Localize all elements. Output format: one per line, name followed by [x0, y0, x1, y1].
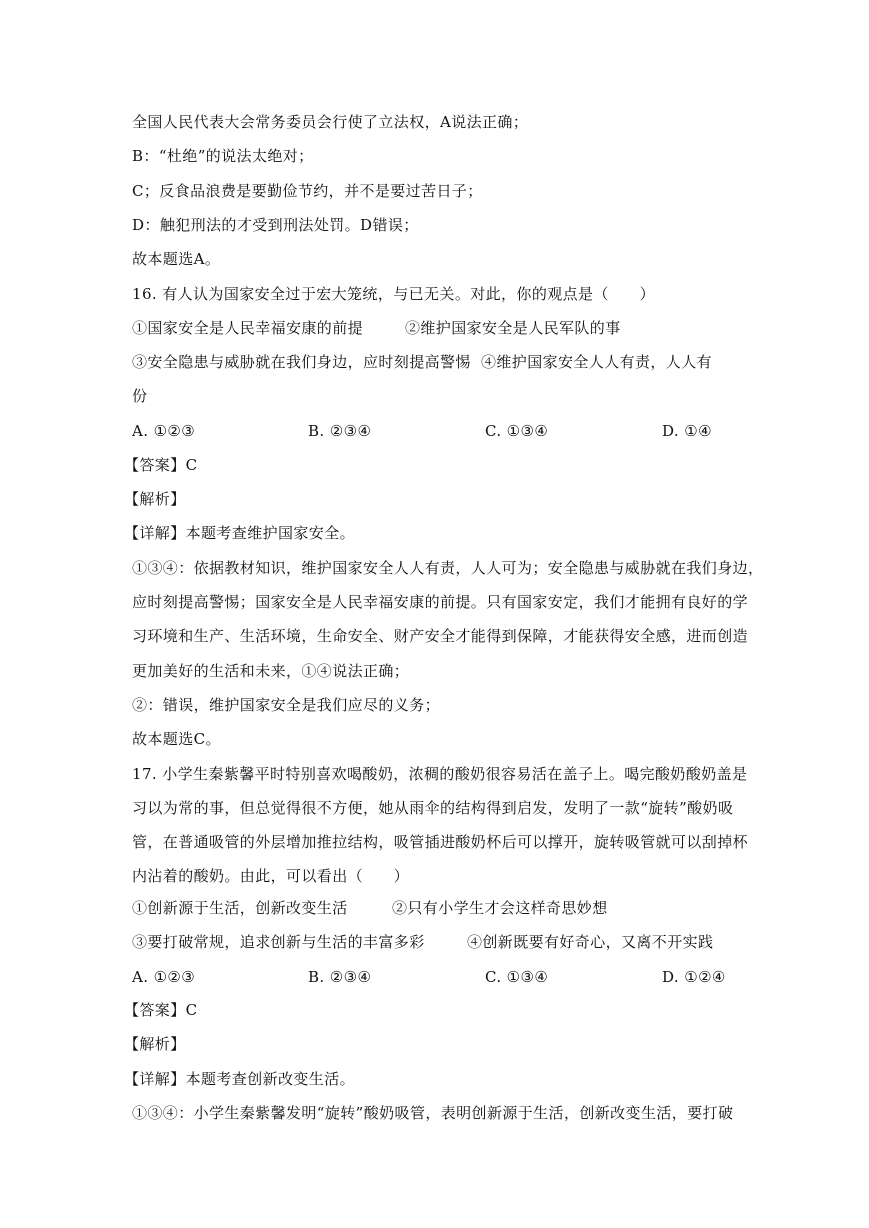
- q16-analysis-heading: 【解析】: [124, 490, 186, 508]
- question-17-stem: 17. 小学生秦紫馨平时特别喜欢喝酸奶，浓稠的酸奶很容易活在盖子上。喝完酸奶酸奶盖是: [132, 765, 748, 783]
- q16-option-a: A. ①②③: [132, 422, 196, 440]
- text-line: 故本题选A。: [132, 250, 221, 268]
- q17-statement-1: ①创新源于生活，创新改变生活: [132, 899, 348, 917]
- q16-statement-3: ③安全隐患与威胁就在我们身边，应时刻提高警惕: [132, 353, 471, 371]
- q16-statement-4: ④维护国家安全人人有责，人人有: [481, 353, 713, 371]
- q17-statement-3: ③要打破常规，追求创新与生活的丰富多彩: [132, 933, 425, 951]
- text-line: B：“杜绝”的说法太绝对；: [132, 147, 314, 165]
- text-line: D：触犯刑法的才受到刑法处罚。D错误；: [132, 216, 419, 234]
- q16-body-line: 更加美好的生活和未来，①④说法正确；: [132, 662, 410, 680]
- q16-statement-1: ①国家安全是人民幸福安康的前提: [132, 319, 364, 337]
- q16-body-line: ①③④：依据教材知识，维护国家安全人人有责，人人可为；安全隐患与威胁就在我们身边，: [132, 559, 764, 577]
- question-17-stem: 内沾着的酸奶。由此，可以看出（ ）: [132, 867, 410, 885]
- q16-body-line: 习环境和生产、生活环境，生命安全、财产安全才能得到保障，才能获得安全感，进而创造: [132, 627, 749, 645]
- q17-body-line: ①③④：小学生秦紫馨发明“旋转”酸奶吸管，表明创新源于生活，创新改变生活，要打破: [132, 1104, 734, 1122]
- q17-detail: 【详解】本题考查创新改变生活。: [124, 1070, 356, 1088]
- q16-statement-2: ②维护国家安全是人民军队的事: [405, 319, 621, 337]
- q17-option-d: D. ①②④: [662, 968, 726, 986]
- question-17-stem: 习以为常的事，但总觉得很不方便，她从雨伞的结构得到启发，发明了一款“旋转”酸奶吸: [132, 799, 734, 817]
- text-line: C；反食品浪费是要勤俭节约，并不是要过苦日子；: [132, 182, 483, 200]
- q17-statement-4: ④创新既要有好奇心，又离不开实践: [467, 933, 714, 951]
- text-line: 全国人民代表大会常务委员会行使了立法权，A说法正确；: [132, 113, 529, 131]
- q16-option-c: C. ①③④: [485, 422, 549, 440]
- q16-body-line: 故本题选C。: [132, 730, 221, 748]
- q17-option-a: A. ①②③: [132, 968, 196, 986]
- q16-body-line: 应时刻提高警惕；国家安全是人民幸福安康的前提。只有国家安定，我们才能拥有良好的学: [132, 593, 749, 611]
- q16-option-b: B. ②③④: [308, 422, 372, 440]
- q17-option-b: B. ②③④: [308, 968, 372, 986]
- q16-statement-4-cont: 份: [132, 387, 148, 405]
- q16-detail: 【详解】本题考查维护国家安全。: [124, 524, 356, 542]
- q17-answer: 【答案】C: [124, 1001, 198, 1019]
- q17-analysis-heading: 【解析】: [124, 1035, 186, 1053]
- q16-option-d: D. ①④: [662, 422, 712, 440]
- q17-statement-2: ②只有小学生才会这样奇思妙想: [392, 899, 608, 917]
- q17-option-c: C. ①③④: [485, 968, 549, 986]
- question-17-stem: 管，在普通吸管的外层增加推拉结构，吸管插进酸奶杯后可以撑开，旋转吸管就可以刮掉杯: [132, 833, 749, 851]
- q16-body-line: ②：错误，维护国家安全是我们应尽的义务；: [132, 696, 441, 714]
- question-16-stem: 16. 有人认为国家安全过于宏大笼统，与已无关。对此，你的观点是（ ）: [132, 285, 656, 303]
- q16-answer: 【答案】C: [124, 456, 198, 474]
